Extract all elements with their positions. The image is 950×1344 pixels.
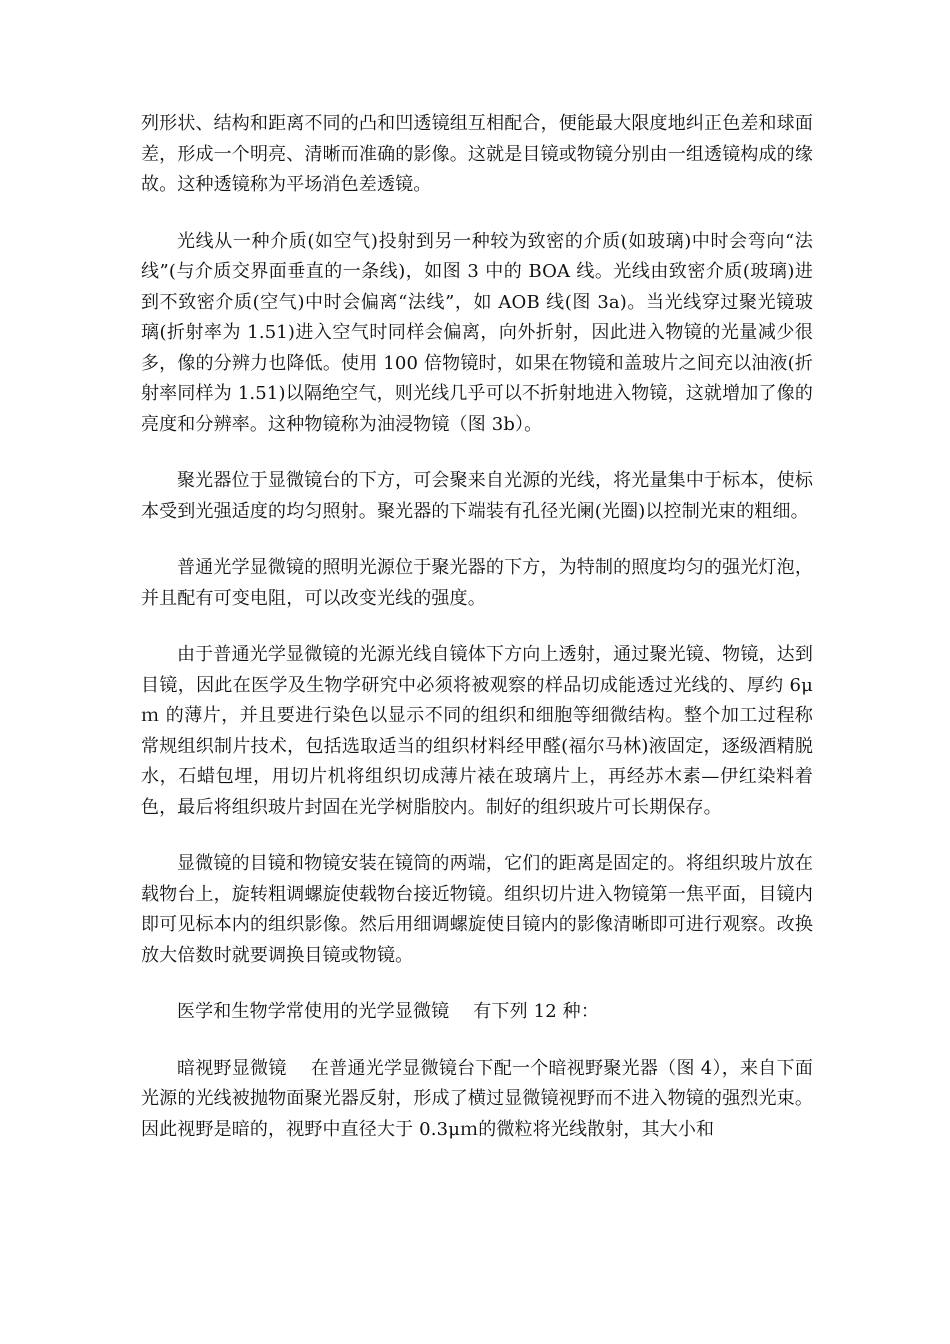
document-page (141, 109, 813, 1145)
paragraph-dark-field-microscope: 暗视野显微镜 在普通光学显微镜台下配一个暗视野聚光器（图 4），来自下面光源的光线被抛物面聚光器反射，形成了横过显微镜视野而不进入物镜的强烈光束。因此视野是暗的，视野中直径大于 0.3μｍ的微粒将光线散射，其大小和 (141, 1057, 813, 1140)
paragraph-focusing: 显微镜的目镜和物镜安装在镜筒的两端，它们的距离是固定的。将组织玻片放在载物台上，旋转粗调螺旋使载物台接近物镜。组织切片进入物镜第一焦平面，目镜内即可见标本内的组织影像。然后用细调螺旋使目镜内的影像清晰即可进行观察。改换放大倍数时就要调换目镜或物镜。 (141, 853, 813, 966)
paragraph-light-source: 普通光学显微镜的照明光源位于聚光器的下方，为特制的照度均匀的强光灯泡，并且配有可变电阻，可以改变光线的强度。 (141, 557, 813, 609)
paragraph-microscope-types-intro: 医学和生物学常使用的光学显微镜 有下列 12 种： (177, 1001, 599, 1022)
paragraph-tissue-preparation: 由于普通光学显微镜的光源光线自镜体下方向上透射，通过聚光镜、物镜，达到目镜，因此在医学及生物学研究中必须将被观察的样品切成能透过光线的、厚约 6μｍ 的薄片，并且要进行染色以显示不同的组织和细胞等细微结构。整个加工过程称常规组织制片技术，包括选取适当的组织材料经甲醛(福尔马林)液固定，逐级酒精脱水，石蜡包埋，用切片机将组织切成薄片裱在玻璃片上，再经苏木素—伊红染料着色，最后将组织玻片封固在光学树脂胶内。制好的组织玻片可长期保存。 (141, 644, 813, 818)
paragraph-refraction-oil-immersion: 光线从一种介质(如空气)投射到另一种较为致密的介质(如玻璃)中时会弯向“法线”(与介质交界面垂直的一条线)，如图 3 中的 BOA 线。光线由致密介质(玻璃)进到不致密介质(空气)中时会偏离“法线”，如 AOB 线(图 3a)。当光线穿过聚光镜玻璃(折射率为 1.51)进入空气时同样会偏离，向外折射，因此进入物镜的光量减少很多，像的分辨力也降低。使用 100 倍物镜时，如果在物镜和盖玻片之间充以油液(折射率同样为 1.51)以隔绝空气，则光线几乎可以不折射地进入物镜，这就增加了像的亮度和分辨率。这种物镜称为油浸物镜（图 3b）。 (141, 230, 813, 435)
paragraph-condenser: 聚光器位于显微镜台的下方，可会聚来自光源的光线，将光量集中于标本，使标本受到光强适度的均匀照射。聚光器的下端装有孔径光阑(光圈)以控制光束的粗细。 (141, 470, 813, 522)
paragraph-lens-combination: 列形状、结构和距离不同的凸和凹透镜组互相配合，便能最大限度地纠正色差和球面差，形成一个明亮、清晰而准确的影像。这就是目镜或物镜分别由一组透镜构成的缘故。这种透镜称为平场消色差透镜。 (141, 113, 813, 195)
